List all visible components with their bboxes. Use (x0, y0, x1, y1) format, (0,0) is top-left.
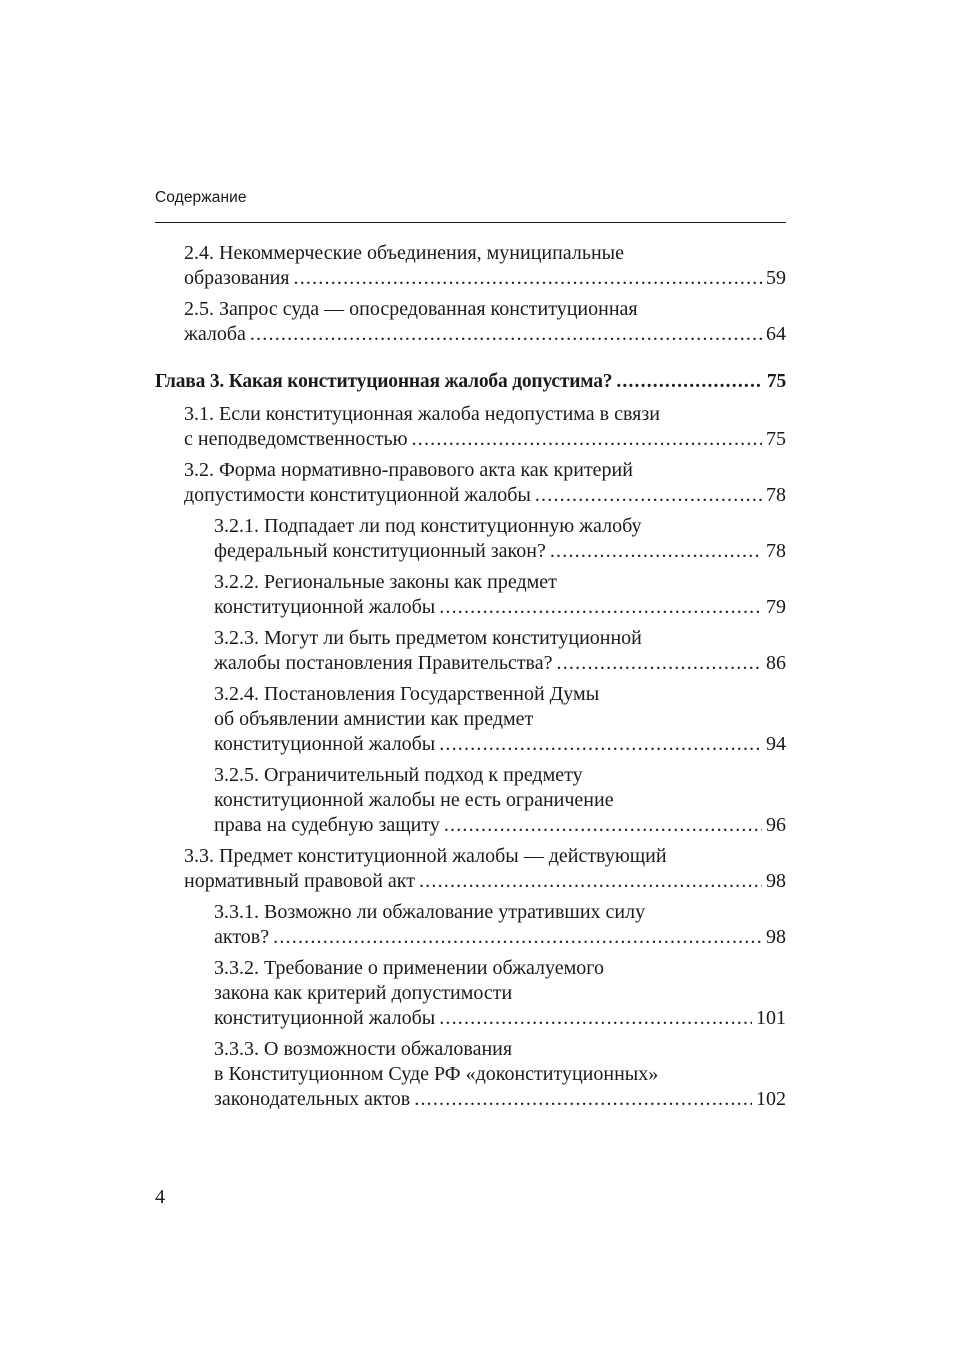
toc-entry-text: 3.2.3. Могут ли быть предметом конституционной (214, 627, 642, 649)
toc-entry-text: конституционной жалобы (214, 733, 436, 755)
toc-entry-text: 3.3.3. О возможности обжалования (214, 1038, 513, 1060)
toc-entry-text: об объявлении амнистии как предмет (214, 708, 534, 730)
leader-dots (439, 732, 762, 757)
toc-entry-text: законодательных актов (214, 1088, 411, 1110)
toc-entry-3-1[interactable] (155, 402, 786, 452)
toc-chapter-3[interactable] (155, 369, 786, 394)
toc-entry-text: закона как критерий допустимости (214, 982, 513, 1004)
page-number: 4 (155, 1186, 165, 1208)
toc-entry-text: 3.2.2. Региональные законы как предмет (214, 571, 557, 593)
leader-dots (444, 813, 762, 838)
toc-entry-2-4[interactable] (155, 241, 786, 291)
leader-dots (550, 539, 762, 564)
toc-page-number: 86 (766, 652, 786, 674)
toc-entry-text: 2.4. Некоммерческие объединения, муниципальные (184, 242, 624, 264)
toc-page-number: 78 (766, 540, 786, 562)
toc-entry-text: 3.2.4. Постановления Государственной Думы (214, 683, 600, 705)
table-of-contents (155, 241, 786, 1118)
header-rule (155, 222, 786, 223)
toc-entry-text: федеральный конституционный закон? (214, 540, 546, 562)
toc-entry-3-2[interactable] (155, 458, 786, 508)
leader-dots (439, 595, 762, 620)
toc-entry-text: 3.3.2. Требование о применении обжалуемого (214, 957, 604, 979)
toc-page-number: 79 (766, 596, 786, 618)
toc-entry-text: 2.5. Запрос суда — опосредованная конституционная (184, 298, 638, 320)
toc-page-number: 75 (766, 428, 786, 450)
toc-entry-text: права на судебную защиту (214, 814, 440, 836)
leader-dots (273, 925, 762, 950)
toc-entry-3-3-2[interactable] (155, 956, 786, 1031)
toc-page-number: 64 (766, 323, 786, 345)
toc-entry-text: допустимости конституционной жалобы (184, 484, 531, 506)
toc-entry-text: конституционной жалобы не есть ограничение (214, 789, 614, 811)
toc-page-number: 78 (766, 484, 786, 506)
toc-entry-text: нормативный правовой акт (184, 870, 415, 892)
toc-entry-3-2-4[interactable] (155, 682, 786, 757)
toc-page-number: 96 (766, 814, 786, 836)
toc-page-number: 94 (766, 733, 786, 755)
running-head-title: Содержание (155, 189, 247, 206)
toc-entry-2-5[interactable] (155, 297, 786, 347)
leader-dots (414, 1087, 752, 1112)
toc-page-number: 101 (756, 1007, 786, 1029)
toc-entry-text: с неподведомственностью (184, 428, 408, 450)
toc-entry-3-3-3[interactable] (155, 1037, 786, 1112)
leader-dots (616, 369, 763, 394)
toc-entry-3-2-3[interactable] (155, 626, 786, 676)
leader-dots (412, 427, 762, 452)
leader-dots (250, 322, 762, 347)
toc-entry-text: в Конституционном Суде РФ «доконституционных» (214, 1063, 659, 1085)
toc-entry-text: 3.3.1. Возможно ли обжалование утративших силу (214, 901, 646, 923)
toc-page-number: 98 (766, 926, 786, 948)
toc-page-number: 98 (766, 870, 786, 892)
toc-entry-text: 3.1. Если конституционная жалоба недопустима в связи (184, 403, 660, 425)
toc-entry-text: 3.2.1. Подпадает ли под конституционную жалобу (214, 515, 642, 537)
toc-chapter-title: Глава 3. Какая конституционная жалоба допустима? (155, 371, 613, 392)
toc-page-number: 102 (756, 1088, 786, 1110)
leader-dots (419, 869, 762, 894)
toc-entry-3-3-1[interactable] (155, 900, 786, 950)
toc-entry-3-2-1[interactable] (155, 514, 786, 564)
toc-entry-text: образования (184, 267, 290, 289)
leader-dots (535, 483, 762, 508)
toc-entry-text: жалоба (184, 323, 246, 345)
toc-entry-3-2-2[interactable] (155, 570, 786, 620)
toc-entry-3-2-5[interactable] (155, 763, 786, 838)
toc-entry-text: конституционной жалобы (214, 596, 436, 618)
toc-entry-3-3[interactable] (155, 844, 786, 894)
toc-entry-text: 3.3. Предмет конституционной жалобы — действующий (184, 845, 667, 867)
toc-entry-text: актов? (214, 926, 270, 948)
toc-entry-text: конституционной жалобы (214, 1007, 436, 1029)
leader-dots (439, 1006, 752, 1031)
leader-dots (294, 266, 763, 291)
toc-entry-text: жалобы постановления Правительства? (214, 652, 553, 674)
toc-entry-text: 3.2.5. Ограничительный подход к предмету (214, 764, 583, 786)
toc-page-number: 59 (766, 267, 786, 289)
leader-dots (557, 651, 763, 676)
toc-page-number: 75 (766, 371, 786, 392)
toc-entry-text: 3.2. Форма нормативно-правового акта как критерий (184, 459, 633, 481)
